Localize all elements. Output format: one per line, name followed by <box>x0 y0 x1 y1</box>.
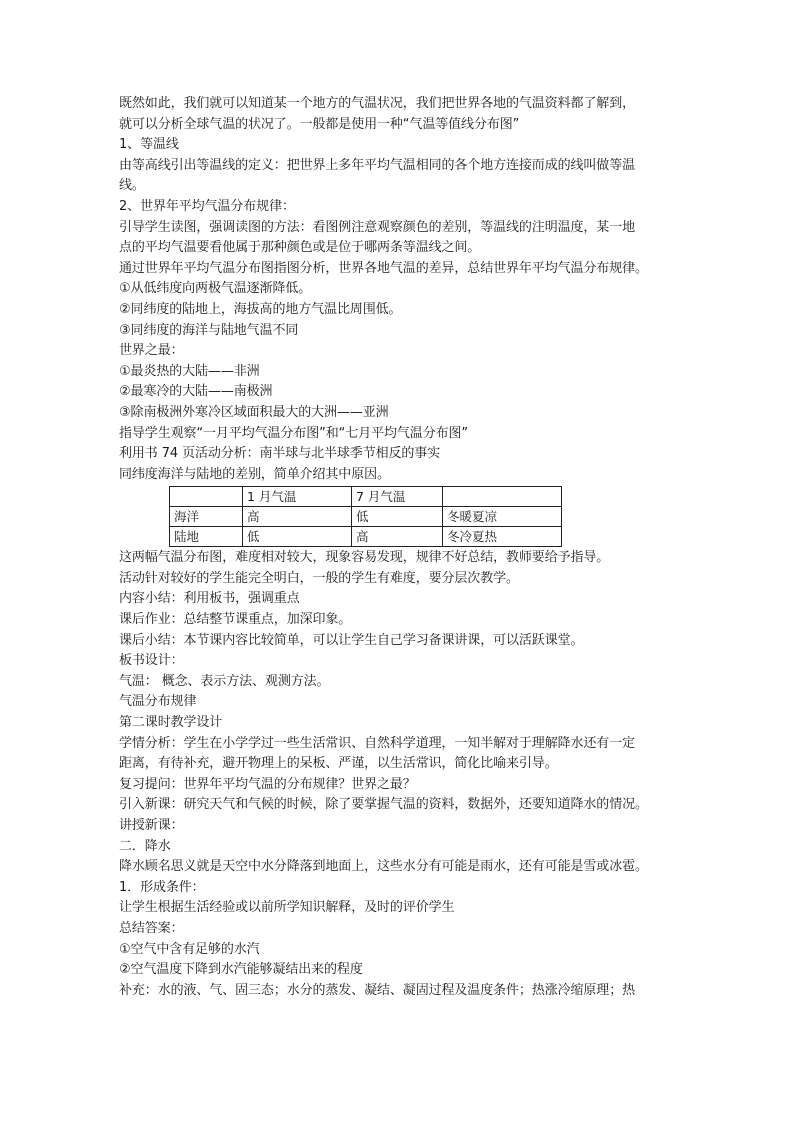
paragraph-line: 二．降水 <box>119 838 171 854</box>
table-header-cell <box>443 487 562 507</box>
paragraph-line: 指导学生观察“一月平均气温分布图”和“七月平均气温分布图” <box>119 425 469 441</box>
paragraph-line: 同纬度海洋与陆地的差别，简单介绍其中原因。 <box>119 466 390 482</box>
paragraph-line: 1．形成条件： <box>119 879 205 895</box>
paragraph-line: 补充：水的液、气、固三态；水分的蒸发、凝结、凝固过程及温度条件；热涨冷缩原理；热 <box>119 982 636 998</box>
paragraph-line: 利用书 74 页活动分析：南半球与北半球季节相反的事实 <box>119 446 441 462</box>
paragraph-line: 点的平均气温要看他属于那种颜色或是位于哪两条等温线之间。 <box>119 240 481 256</box>
table-row <box>170 507 562 527</box>
paragraph-line: 这两幅气温分布图，难度相对较大，现象容易发现，规律不好总结，教师要给予指导。 <box>119 550 610 566</box>
table-cell: 冬暖夏凉 <box>443 507 562 527</box>
paragraph-line: 通过世界年平均气温分布图指图分析，世界各地气温的差异，总结世界年平均气温分布规律。 <box>119 260 648 276</box>
paragraph-line: 就可以分析全球气温的状况了。一般都是使用一种“气温等值线分布图” <box>119 116 520 132</box>
paragraph-line: 活动针对较好的学生能完全明白，一般的学生有难度，要分层次教学。 <box>119 570 519 586</box>
document-body <box>119 94 679 1001</box>
paragraph-line: 学情分析：学生在小学学过一些生活常识、自然科学道理，一知半解对于理解降水还有一定 <box>119 735 636 751</box>
paragraph-line: ①最炎热的大陆——非洲 <box>119 363 260 379</box>
paragraph-line: 课后小结：本节课内容比较简单，可以让学生自己学习备课讲课，可以活跃课堂。 <box>119 632 584 648</box>
paragraph-line: 课后作业：总结整节课重点，加深印象。 <box>119 612 352 628</box>
paragraph-line: 讲授新课： <box>119 818 184 833</box>
paragraph-line: ②空气温度下降到水汽能够凝结出来的程度 <box>119 962 363 978</box>
paragraph-line: ③除南极洲外寒冷区域面积最大的大洲——亚洲 <box>119 404 389 420</box>
table-cell: 低 <box>352 507 443 527</box>
paragraph-line: 降水顾名思义就是天空中水分降落到地面上，这些水分有可能是雨水，还有可能是雪或冰雹。 <box>119 859 648 875</box>
table-header-cell <box>170 487 243 507</box>
paragraph-line: 世界之最： <box>119 343 184 359</box>
paragraph-line: 第二课时教学设计 <box>119 715 223 731</box>
paragraph-line: 复习提问：世界年平均气温的分布规律？世界之最？ <box>119 776 416 792</box>
table-header-cell: 7 月气温 <box>352 487 443 507</box>
paragraph-line: 距离，有待补充，避开物理上的呆板、严谨，以生活常识，简化比喻来引导。 <box>119 756 558 772</box>
paragraph-line: 总结答案： <box>119 920 184 936</box>
paragraph-line: 引入新课：研究天气和气候的时候，除了要掌握气温的资料，数据外，还要知道降水的情况。 <box>119 797 648 813</box>
table-cell: 高 <box>352 527 443 547</box>
paragraph-line: 让学生根据生活经验或以前所学知识解释，及时的评价学生 <box>119 900 455 916</box>
table-row <box>170 527 562 547</box>
table-cell: 陆地 <box>170 527 243 547</box>
paragraph-line: 2、世界年平均气温分布规律： <box>119 198 295 214</box>
paragraph-line: 气温： 概念、表示方法、观测方法。 <box>119 673 330 689</box>
paragraph-line: 1、等温线 <box>119 137 179 153</box>
paragraph-line: ①从低纬度向两极气温逐渐降低。 <box>119 281 312 297</box>
paragraph-line: 引导学生读图，强调读图的方法：看图例注意观察颜色的差别，等温线的注明温度，某一地 <box>119 219 636 235</box>
table-cell: 低 <box>243 527 352 547</box>
temperature-comparison-table <box>169 486 562 547</box>
paragraph-line: ②同纬度的陆地上，海拔高的地方气温比周围低。 <box>119 301 402 317</box>
paragraph-line: 由等高线引出等温线的定义：把世界上多年平均气温相同的各个地方连接而成的线叫做等温 <box>119 157 636 173</box>
paragraph-line: 线。 <box>119 178 145 194</box>
paragraph-line: 气温分布规律 <box>119 694 197 710</box>
table-cell: 冬冷夏热 <box>443 527 562 547</box>
paragraph-line: 既然如此，我们就可以知道某一个地方的气温状况，我们把世界各地的气温资料都了解到， <box>119 96 636 111</box>
table-cell: 海洋 <box>170 507 243 527</box>
table-header-cell: 1 月气温 <box>243 487 352 507</box>
table-header-row <box>170 487 562 507</box>
paragraph-line: ③同纬度的海洋与陆地气温不同 <box>119 322 299 338</box>
paragraph-line: ②最寒冷的大陆——南极洲 <box>119 384 273 400</box>
paragraph-line: ①空气中含有足够的水汽 <box>119 941 260 957</box>
paragraph-line: 板书设计： <box>119 653 184 669</box>
table-cell: 高 <box>243 507 352 527</box>
paragraph-line: 内容小结：利用板书，强调重点 <box>119 591 300 607</box>
